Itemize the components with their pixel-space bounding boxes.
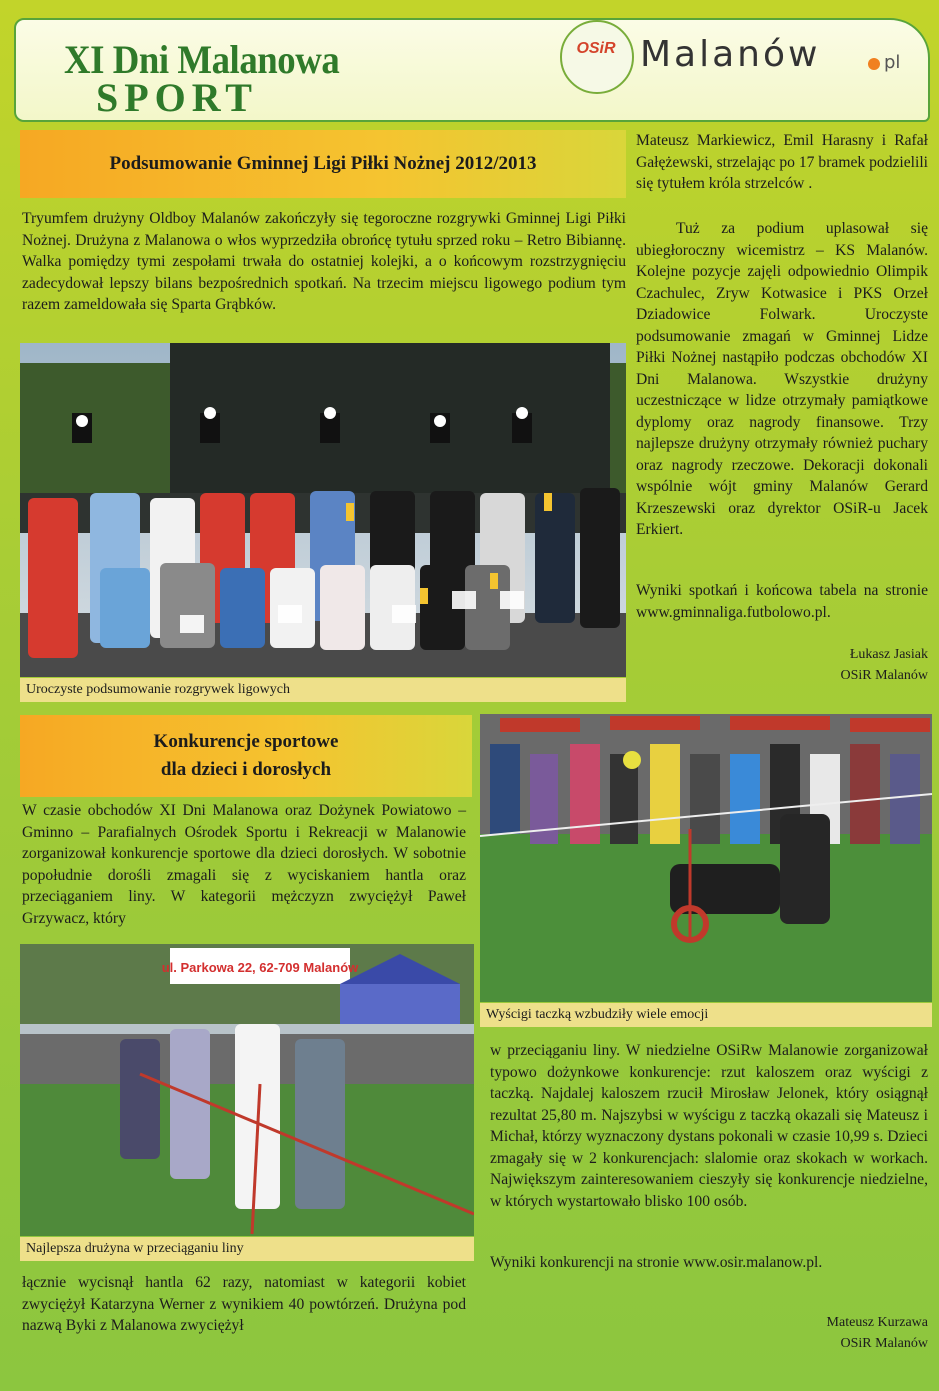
article2-author: Mateusz Kurzawa (826, 1315, 928, 1330)
article2-intro: W czasie obchodów XI Dni Malanowa oraz Dożynek Powiatowo – Gminno – Parafialnych Ośrodek Sportu i Rekreacji w Malanowie zorganizował konkurencje sportowe dla dzieci dorosłych. W sobotnie popołudnie dorośli zmagali się z wyciskaniem hantla oraz przeciąganiem liny. W kategorii mężczyzn zwyciężył Paweł Grzywacz, który (22, 802, 466, 927)
wheelbarrow-race-photo (480, 714, 932, 1002)
page-title: XI Dni Malanowa (64, 37, 340, 82)
article1-author: Łukasz Jasiak (849, 647, 928, 662)
team-photo-caption: Uroczyste podsumowanie rozgrywek ligowych (20, 678, 626, 702)
article1-column-p1: Mateusz Markiewicz, Emil Harasny i Rafał Gałężewski, strzelając po 17 bramek podzielili się tytułem króla strzelców . (636, 132, 928, 192)
article1-column-p3: Wyniki spotkań i końcowa tabela na stronie www.gminnaliga.futbolowo.pl. (636, 582, 928, 621)
section-title: SPORT (96, 75, 258, 120)
article2-right-p1: w przeciąganiu liny. W niedzielne OSiRw Malanowie zorganizował typowo dożynkowe konkurencje: rzut kaloszem oraz wyścigi z taczką. Najdalej kaloszem rzucił Mirosław Jelonek, który osiągnął rezultat 25,80 m. Najszybsi w wyścigu z taczką okazali się Mateusz i Michał, którzy wyznaczony dystans pokonali w czasie 10,99 s. Dzieci zmagały się w 2 konkurencjach: slalomie oraz skokach w workach. Największym zainteresowaniem cieszyły się konkurencje niedzielne, w których wystartowało blisko 100 osób. (490, 1042, 928, 1210)
tug-photo-caption: Najlepsza drużyna w przeciąganiu liny (20, 1237, 474, 1261)
logo-dot-icon (868, 58, 880, 70)
article2-right-p2: Wyniki konkurencji na stronie www.osir.malanow.pl. (490, 1254, 823, 1271)
article2-org: OSiR Malanów (840, 1336, 928, 1351)
osir-logo-text: OSiR (576, 40, 616, 57)
logo-domain-suffix: pl (884, 52, 901, 73)
article2-heading-line1: Konkurencje sportowe (153, 731, 339, 752)
article2-continuation: łącznie wycisnął hantla 62 razy, natomiast w kategorii kobiet zwyciężył Katarzyna Werner z wynikiem 40 powtórzeń. Drużyna pod nazwą Byki z Malanowa zwyciężył (22, 1274, 466, 1334)
sign-text: ul. Parkowa 22, 62-709 Malanów (161, 960, 359, 975)
article2-heading-line2: dla dzieci i dorosłych (160, 759, 332, 780)
article1-org: OSiR Malanów (840, 668, 928, 683)
malanow-logo-text: Malanów (640, 34, 821, 75)
article1-intro: Tryumfem drużyny Oldboy Malanów zakończyły się tegoroczne rozgrywki Gminnej Ligi Piłki Nożnej. Drużyna z Malanowa o włos wyprzedziła obrońcę tytułu sprzed roku – Retro Bibiannę. Walka pomiędzy tymi zespołami trwała do ostatniej kolejki, a o końcowym rozstrzygnięciu zadecydował lepszy bilans bezpośrednich spotkań. Na trzecim miejscu ligowego podium tym razem zameldowała się Sparta Grąbków. (22, 210, 626, 313)
tug-of-war-photo (20, 944, 474, 1236)
article2-heading (20, 715, 472, 797)
wheelbarrow-photo-caption: Wyścigi taczką wzbudziły wiele emocji (480, 1003, 932, 1027)
article1-heading: Podsumowanie Gminnej Ligi Piłki Nożnej 2012/2013 (20, 130, 626, 198)
team-group-photo (20, 343, 626, 677)
article1-column-p2: Tuż za podium uplasował się ubiegłoroczny wicemistrz – KS Malanów. Kolejne pozycje zajęli odpowiednio Olimpik Czachulec, Zryw Kotwasice i PKS Orzeł Dziadowice Folwark. Uroczyste podsumowanie zmagań w Gminnej Lidze Piłki Nożnej nastąpiło podczas obchodów XI Dni Malanowa. Wszystkie drużyny uczestniczące w lidze otrzymały pamiątkowe dyplomy oraz nagrody finansowe. Trzy najlepsze drużyny otrzymały również puchary oraz nagrody rzeczowe. Dekoracji dokonali wspólnie wójt gminy Malanów Gerard Krzeszewski oraz dyrektor OSiR-u Jacek Erkiert. (636, 220, 928, 538)
